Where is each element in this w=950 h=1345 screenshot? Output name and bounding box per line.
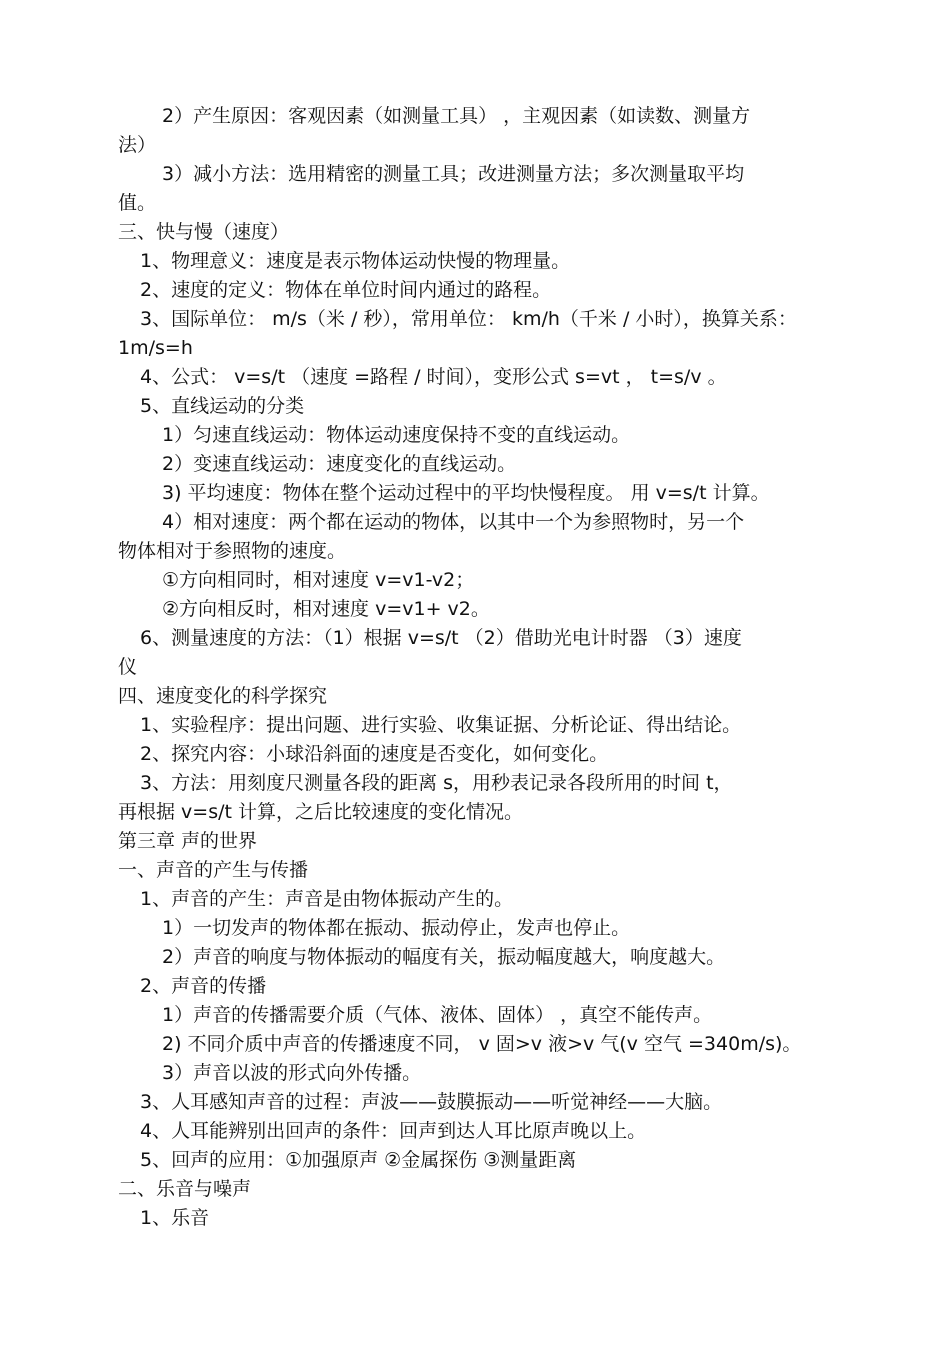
text-line: 2）变速直线运动：速度变化的直线运动。 <box>162 453 517 475</box>
text-line: 法） <box>118 134 157 156</box>
text-line: 1、声音的产生：声音是由物体振动产生的。 <box>140 888 514 910</box>
text-line: 4）相对速度：两个都在运动的物体，以其中一个为参照物时，另一个 <box>162 511 745 533</box>
text-line: 再根据 v=s/t 计算，之后比较速度的变化情况。 <box>118 801 523 823</box>
text-line: 1、乐音 <box>140 1207 210 1229</box>
text-line: 1）匀速直线运动：物体运动速度保持不变的直线运动。 <box>162 424 631 446</box>
text-line: 2) 不同介质中声音的传播速度不同， v 固>v 液>v 气(v 空气 =340m/s)。 <box>162 1033 802 1055</box>
text-line: 1）声音的传播需要介质（气体、液体、固体） ，真空不能传声。 <box>162 1004 713 1026</box>
text-line: 1m/s=h <box>118 337 193 359</box>
text-line: 6、测量速度的方法：（1）根据 v=s/t （2）借助光电计时器 （3）速度 <box>140 627 742 649</box>
section-heading: 二、乐音与噪声 <box>118 1178 252 1200</box>
section-heading: 一、声音的产生与传播 <box>118 859 309 881</box>
text-line: 1、实验程序：提出问题、进行实验、收集证据、分析论证、得出结论。 <box>140 714 742 736</box>
text-line: 2、探究内容：小球沿斜面的速度是否变化，如何变化。 <box>140 743 609 765</box>
text-line: 5、直线运动的分类 <box>140 395 305 417</box>
text-line: 3）减小方法：选用精密的测量工具；改进测量方法；多次测量取平均 <box>162 163 745 185</box>
text-line: 4、人耳能辨别出回声的条件：回声到达人耳比原声晚以上。 <box>140 1120 647 1142</box>
text-line: 3）声音以波的形式向外传播。 <box>162 1062 422 1084</box>
section-heading: 三、快与慢（速度） <box>118 221 290 243</box>
text-line: 1、物理意义：速度是表示物体运动快慢的物理量。 <box>140 250 571 272</box>
text-line: 3、国际单位： m/s（米 / 秒），常用单位： km/h（千米 / 小时），换算关系： <box>140 308 797 330</box>
text-line: 3) 平均速度：物体在整个运动过程中的平均快慢程度。 用 v=s/t 计算。 <box>162 482 770 504</box>
text-line: ①方向相同时，相对速度 v=v1-v2； <box>162 569 475 591</box>
text-line: 2、声音的传播 <box>140 975 267 997</box>
text-line: 值。 <box>118 192 157 214</box>
text-line: 2）产生原因：客观因素（如测量工具） ，主观因素（如读数、测量方 <box>162 105 751 127</box>
text-line: 3、人耳感知声音的过程：声波——鼓膜振动——听觉神经——大脑。 <box>140 1091 723 1113</box>
text-line: 1）一切发声的物体都在振动、振动停止，发声也停止。 <box>162 917 631 939</box>
text-line: ②方向相反时，相对速度 v=v1+ v2。 <box>162 598 490 620</box>
text-line: 物体相对于参照物的速度。 <box>118 540 347 562</box>
section-heading: 四、速度变化的科学探究 <box>118 685 328 707</box>
text-line: 2）声音的响度与物体振动的幅度有关，振动幅度越大，响度越大。 <box>162 946 726 968</box>
chapter-heading: 第三章 声的世界 <box>118 830 258 852</box>
text-line: 4、公式： v=s/t （速度 =路程 / 时间），变形公式 s=vt ， t=s/v 。 <box>140 366 727 388</box>
text-line: 仪 <box>118 656 138 678</box>
text-line: 3、方法：用刻度尺测量各段的距离 s，用秒表记录各段所用的时间 t， <box>140 772 733 794</box>
text-line: 2、速度的定义：物体在单位时间内通过的路程。 <box>140 279 552 301</box>
text-line: 5、回声的应用：①加强原声 ②金属探伤 ③测量距离 <box>140 1149 577 1171</box>
